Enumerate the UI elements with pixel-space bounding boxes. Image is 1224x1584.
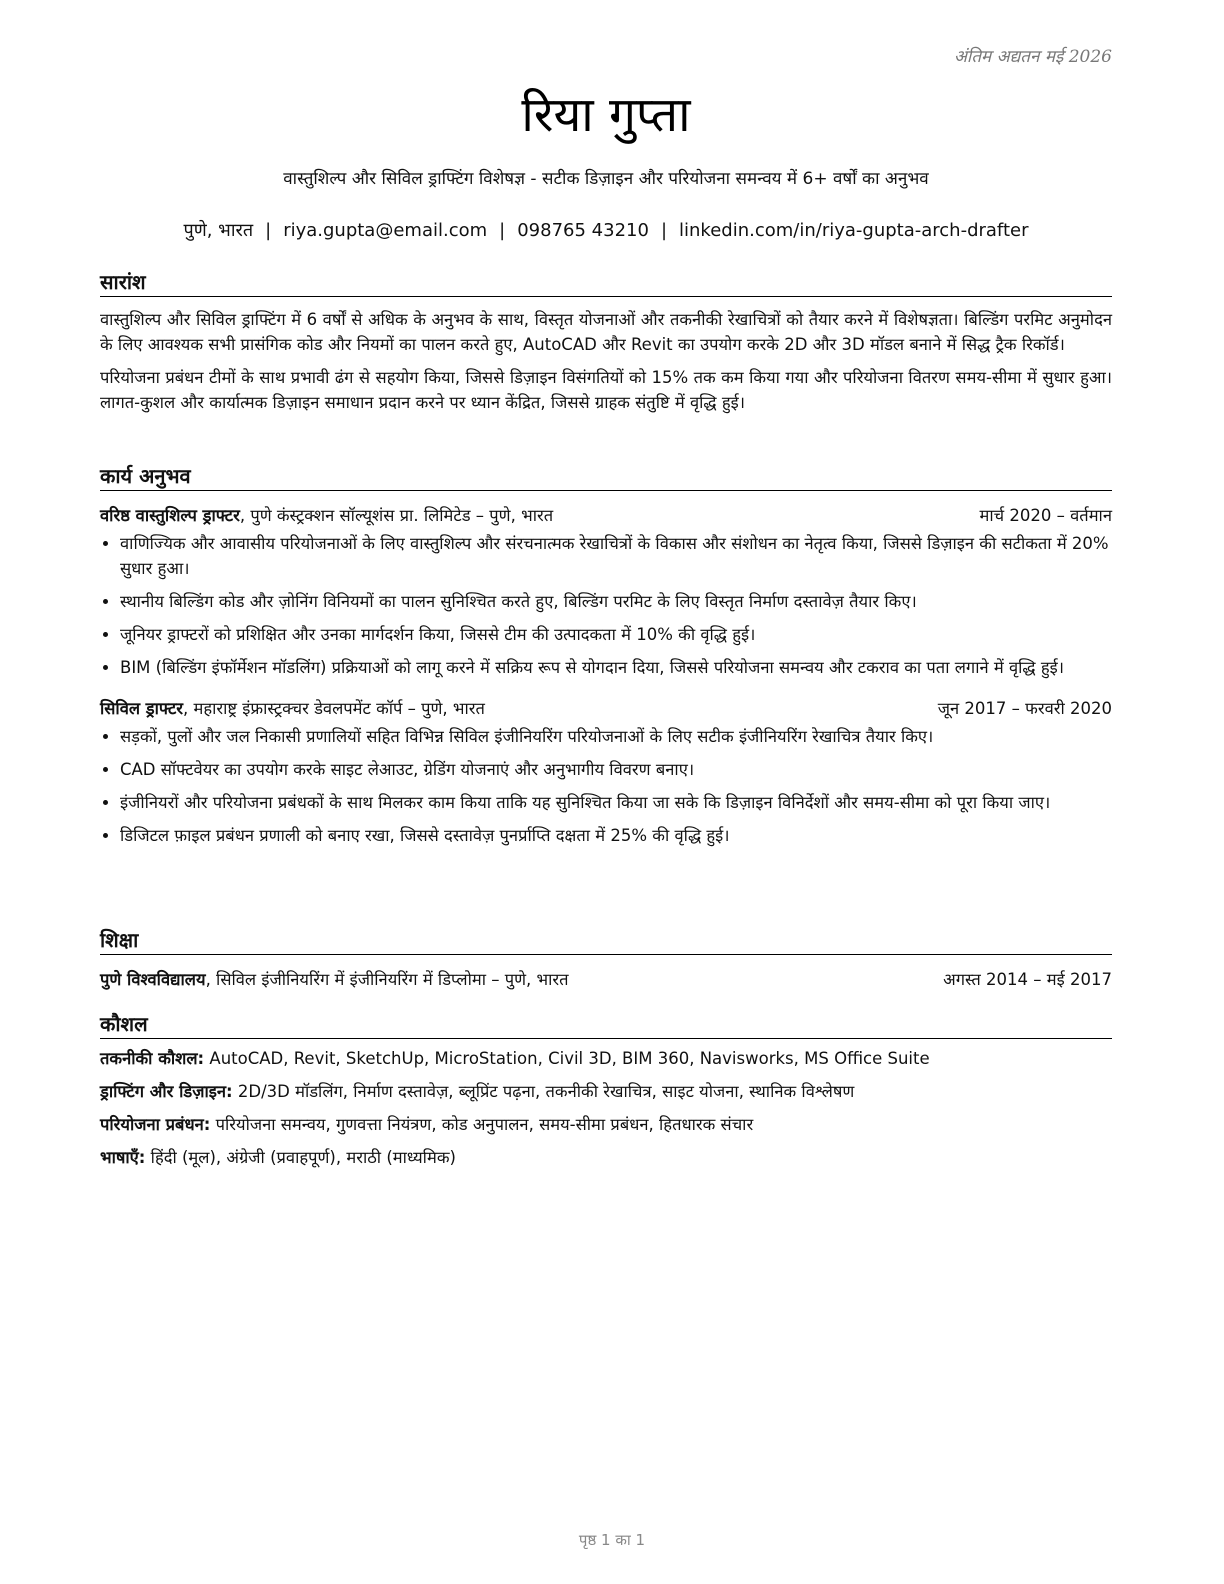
last-updated: अंतिम अद्यतन मई 2026 bbox=[953, 47, 1112, 67]
list-item: • जूनियर ड्राफ्टरों को प्रशिक्षित और उनका मार्गदर्शन किया, जिससे टीम की उत्पादकता में 10% की वृद्धि हुई। bbox=[120, 622, 1112, 647]
skill-value: हिंदी (मूल), अंग्रेजी (प्रवाहपूर्ण), मराठी (माध्यमिक) bbox=[145, 1148, 456, 1167]
job-bullets bbox=[100, 724, 1112, 848]
tagline: वास्तुशिल्प और सिविल ड्राफ्टिंग विशेषज्ञ - सटीक डिज़ाइन और परियोजना समन्वय में 6+ वर्षों का अनुभव bbox=[283, 169, 929, 189]
education-section bbox=[100, 926, 1112, 993]
job-org: , महाराष्ट्र इंफ्रास्ट्रक्चर डेवलपमेंट कॉर्प – पुणे, भारत bbox=[183, 699, 485, 718]
contact-separator: | bbox=[499, 220, 506, 241]
experience-section bbox=[100, 462, 1112, 856]
page-number: पृष्ठ 1 का 1 bbox=[578, 1531, 646, 1549]
skill-value: परियोजना समन्वय, गुणवत्ता नियंत्रण, कोड अनुपालन, समय-सीमा प्रबंधन, हितधारक संचार bbox=[210, 1115, 754, 1134]
list-item: • BIM (बिल्डिंग इंफॉर्मेशन मॉडलिंग) प्रक्रियाओं को लागू करने में सक्रिय रूप से योगदान दिया, जिससे परियोजना समन्वय और टकराव का पता लगाने में वृद्धि हुई। bbox=[120, 655, 1112, 680]
list-item: • CAD सॉफ्टवेयर का उपयोग करके साइट लेआउट, ग्रेडिंग योजनाएं और अनुभागीय विवरण बनाए। bbox=[120, 757, 1112, 782]
summary-paragraph: वास्तुशिल्प और सिविल ड्राफ्टिंग में 6 वर्षों से अधिक के अनुभव के साथ, विस्तृत योजनाओं और तकनीकी रेखाचित्रों को तैयार करने में विशेषज्ञता। बिल्डिंग परमिट अनुमोदन के लिए आवश्यक सभी प्रासंगिक कोड और नियमों का पालन करते हुए, AutoCAD और Revit का उपयोग करके 2D और 3D मॉडल बनाने में सिद्ध ट्रैक रिकॉर्ड। bbox=[100, 310, 1112, 354]
job-dates: मार्च 2020 – वर्तमान bbox=[979, 506, 1112, 525]
skill-line bbox=[100, 1079, 1112, 1105]
education-entry bbox=[100, 967, 1112, 993]
skill-line bbox=[100, 1145, 1112, 1171]
list-item: • इंजीनियरों और परियोजना प्रबंधकों के साथ मिलकर काम किया ताकि यह सुनिश्चित किया जा सके कि डिज़ाइन विनिर्देशों और समय-सीमा को पूरा किया जाए। bbox=[120, 790, 1112, 815]
summary-heading: सारांश bbox=[100, 268, 1112, 297]
skill-label: ड्राफ्टिंग और डिज़ाइन: bbox=[100, 1082, 233, 1101]
list-item: • सड़कों, पुलों और जल निकासी प्रणालियों सहित विभिन्न सिविल इंजीनियरिंग परियोजनाओं के लिए सटीक इंजीनियरिंग रेखाचित्र तैयार किए। bbox=[120, 724, 1112, 749]
resume-page bbox=[100, 0, 1112, 1584]
skill-label: तकनीकी कौशल: bbox=[100, 1049, 205, 1068]
summary-section bbox=[100, 268, 1112, 415]
skill-value: 2D/3D मॉडलिंग, निर्माण दस्तावेज़, ब्लूप्रिंट पढ़ना, तकनीकी रेखाचित्र, साइट योजना, स्थानिक विश्लेषण bbox=[232, 1082, 855, 1101]
education-heading: शिक्षा bbox=[100, 926, 1112, 955]
skill-line bbox=[100, 1112, 1112, 1138]
experience-heading: कार्य अनुभव bbox=[100, 462, 1112, 491]
skill-label: परियोजना प्रबंधन: bbox=[100, 1115, 211, 1134]
summary-paragraph: परियोजना प्रबंधन टीमों के साथ प्रभावी ढंग से सहयोग किया, जिससे डिज़ाइन विसंगतियों को 15% तक कम किया गया और परियोजना वितरण समय-सीमा में सुधार हुआ। लागत-कुशल और कार्यात्मक डिज़ाइन समाधान प्रदान करने पर ध्यान केंद्रित, जिससे ग्राहक संतुष्टि में वृद्धि हुई। bbox=[100, 368, 1112, 412]
education-dates: अगस्त 2014 – मई 2017 bbox=[943, 970, 1112, 989]
skills-section bbox=[100, 1010, 1112, 1171]
education-school: पुणे विश्वविद्यालय bbox=[100, 970, 206, 989]
job-header bbox=[100, 503, 1112, 529]
skill-line bbox=[100, 1046, 1112, 1072]
contact-email[interactable]: riya.gupta@email.com bbox=[283, 220, 488, 241]
job-role: सिविल ड्राफ्टर bbox=[100, 699, 184, 718]
skill-label: भाषाएँ: bbox=[100, 1148, 146, 1167]
contact-separator: | bbox=[265, 220, 272, 241]
list-item: • डिजिटल फ़ाइल प्रबंधन प्रणाली को बनाए रखा, जिससे दस्तावेज़ पुनर्प्राप्ति दक्षता में 25% की वृद्धि हुई। bbox=[120, 823, 1112, 848]
skills-heading: कौशल bbox=[100, 1010, 1112, 1039]
contact-location: पुणे, भारत bbox=[183, 220, 254, 241]
list-item: • वाणिज्यिक और आवासीय परियोजनाओं के लिए वास्तुशिल्प और संरचनात्मक रेखाचित्रों के विकास और संशोधन का नेतृत्व किया, जिससे डिज़ाइन की सटीकता में 20% सुधार हुआ। bbox=[120, 531, 1112, 581]
contact-separator: | bbox=[660, 220, 668, 241]
skill-value: AutoCAD, Revit, SketchUp, MicroStation, Civil 3D, BIM 360, Navisworks, MS Office Suite bbox=[204, 1049, 930, 1068]
job-role: वरिष्ठ वास्तुशिल्प ड्राफ्टर bbox=[100, 506, 240, 525]
job-org: , पुणे कंस्ट्रक्शन सॉल्यूशंस प्रा. लिमिटेड – पुणे, भारत bbox=[239, 506, 554, 525]
candidate-name: रिया गुप्ता bbox=[521, 87, 691, 143]
contact-linkedin[interactable]: linkedin.com/in/riya-gupta-arch-drafter bbox=[679, 220, 1029, 241]
contact-phone[interactable]: 098765 43210 bbox=[517, 220, 649, 241]
job-header bbox=[100, 696, 1112, 722]
education-degree: , सिविल इंजीनियरिंग में इंजीनियरिंग में डिप्लोमा – पुणे, भारत bbox=[205, 970, 569, 989]
job-bullets bbox=[100, 531, 1112, 680]
contact-line bbox=[100, 218, 1112, 244]
job-dates: जून 2017 – फरवरी 2020 bbox=[937, 699, 1112, 718]
list-item: • स्थानीय बिल्डिंग कोड और ज़ोनिंग विनियमों का पालन सुनिश्चित करते हुए, बिल्डिंग परमिट के लिए विस्तृत निर्माण दस्तावेज़ तैयार किए। bbox=[120, 589, 1112, 614]
